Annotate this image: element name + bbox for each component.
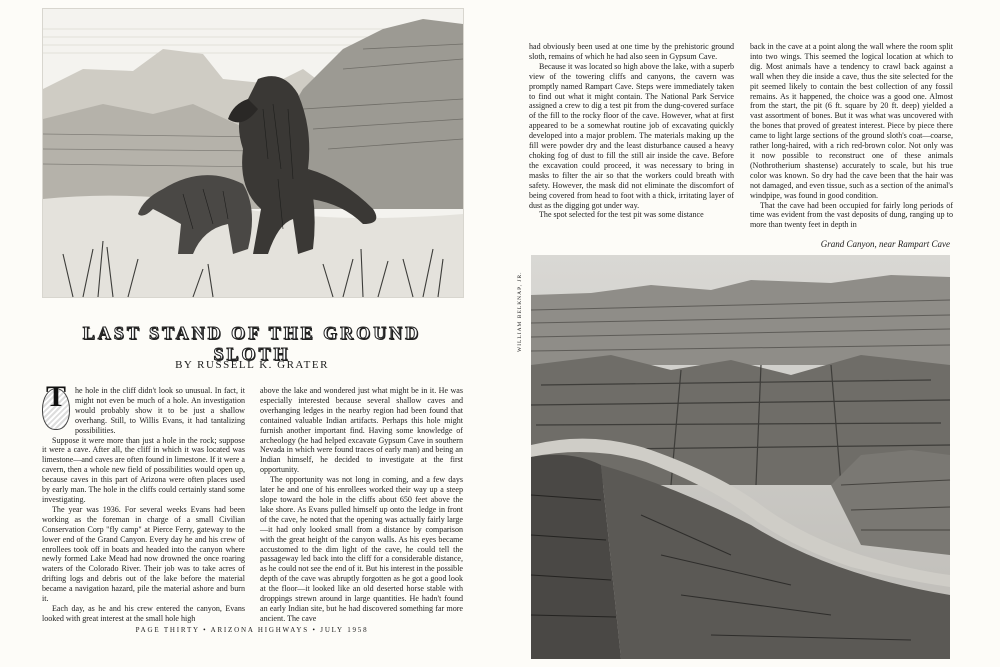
- article-title: LAST STAND OF THE GROUND SLOTH: [82, 323, 422, 364]
- paragraph: The spot selected for the test pit was some distance: [539, 210, 704, 220]
- paragraph: The year was 1936. For several weeks Evans had been working as the foreman in charge of a small Civilian Conservation Corp "fly camp" at Pierce Ferry, gateway to the lower end of the Grand Canyon. Every day he and his crew of enrollees took off in boats and headed into the canyon where newly formed Lake Mead had now drowned the once roaring waters of the Colorado River. Their job was to take acres of drifting logs and debris out of the lake before the material became a navigation hazard, pile the material ashore and burn it.: [42, 504, 245, 604]
- text-column-3: [529, 42, 734, 230]
- page-footer: PAGE THIRTY • ARIZONA HIGHWAYS • JULY 1958: [135, 626, 369, 634]
- paragraph: That the cave had been occupied for fairly long periods of time was evident from the vast deposits of dung, ranging up to more than twenty feet in depth in: [750, 200, 953, 230]
- paragraph: above the lake and wondered just what might be in it. He was especially interested because several shallow caves and overhanging ledges in the nearby region had been found that contained valuable Indian artifacts. Perhaps this hole might furnish another important find. Having some knowledge of archeology (he had helped excavate Gypsum Cave in southern Nevada in which were found traces of early man) and being an Indian himself, he decided to investigate at the first opportunity.: [260, 386, 463, 475]
- sloth-drawing: [43, 9, 463, 297]
- dropcap: T: [42, 388, 70, 430]
- paragraph: Because it was located so high above the lake, with a superb view of the towering cliffs and canyons, the cavern was promptly named Rampart Cave. Steps were immediately taken to find out what it might contain. The National Park Service assigned a crew to dig a test pit from the dung-covered surface of the fill to the rocky floor of the cave. However, what at first appeared to be a somewhat routine job of excavating quickly developed into a major problem. The materials making up the fill were powder dry and the least disturbance caused a heavy choking fog of dust to fill the still air inside the cave. Before the excavation could proceed, it was necessary to bring in masks to filter the air so that the workers could breath with safety. However, the mask did not eliminate the discomfort of being covered from head to foot with a thick, irritating layer of dust as the digging got under way.: [529, 61, 734, 210]
- photo-caption: Grand Canyon, near Rampart Cave: [820, 239, 950, 249]
- text-column-4: [750, 42, 953, 230]
- text-column-1: [42, 380, 245, 623]
- ground-sloth-illustration: [42, 8, 464, 298]
- paragraph: The opportunity was not long in coming, and a few days later he and one of his enrollees worked their way up a steep slope toward the hole in the cliffs about 650 feet above the lake shore. As Evans pulled himself up onto the ledge in front of the cave, he noted that the opening was actually fairly large—it had only looked small from a distance by comparison with the great height of the canyon walls. As his eyes became accustomed to the dim light of the cave, he could tell the passageway led back into the cliff for a considerable distance, as he could not see the end of it. But his interest in the possible depth of the cave was abruptly forgotten as he got a good look at the floor—it looked like an old deserted horse stable with droppings strewn around in large quantities. He hadn't found an early Indian site, but he had discovered something far more ancient. The cave: [260, 475, 463, 623]
- canyon-drawing: [531, 255, 950, 659]
- photo-credit: WILLIAM BELKNAP, JR.: [517, 271, 523, 352]
- paragraph: Each day, as he and his crew entered the canyon, Evans looked with great interest at the small hole high: [42, 603, 245, 623]
- paragraph: Suppose it were more than just a hole in the rock; suppose it were a cave. After all, the cliff in which it was located was limestone—and caves are often found in limestone. If it were a cavern, then a whole new field of possibilities would open up, because caves in this part of Arizona were often places used by early man. The hole in the cliffs could certainly stand some investigating.: [42, 435, 245, 504]
- grand-canyon-photo: [531, 255, 950, 659]
- paragraph: he hole in the cliff didn't look so unusual. In fact, it might not even be much of a hole. An investigation would probably show it to be just a shallow overhang. Still, to Willis Evans, it had tantalizing possibilities.: [75, 386, 245, 435]
- text-column-2: [260, 386, 463, 623]
- byline: BY RUSSELL K. GRATER: [175, 359, 329, 371]
- paragraph: had obviously been used at one time by the prehistoric ground sloth, remains of which he had also seen in Gypsum Cave.: [529, 42, 734, 61]
- paragraph: back in the cave at a point along the wall where the room split into two wings. This seemed the logical location at which to dig. Most animals have a tendency to crawl back against a wall when they die inside a cave, thus the site selected for the pit seemed likely to contain the best collection of any fossil remains. As it happened, the choice was a good one. Almost from the start, the pit (6 ft. square by 20 ft. deep) yielded a vast assortment of bones. But it was what was uncovered with the bones that proved of greatest interest. Piece by piece there came to light large sections of the ground sloth's coat—coarse, rather long-haired, with a rich red-brown color. Not only was it now possible to reconstruct one of these animals (Nothrotherium shastense) accurately to scale, but his true color was known. So dry had the cave been that the hair was not damaged, and even tissue, such as a section of the animal's windpipe, was found in good condition.: [750, 42, 953, 200]
